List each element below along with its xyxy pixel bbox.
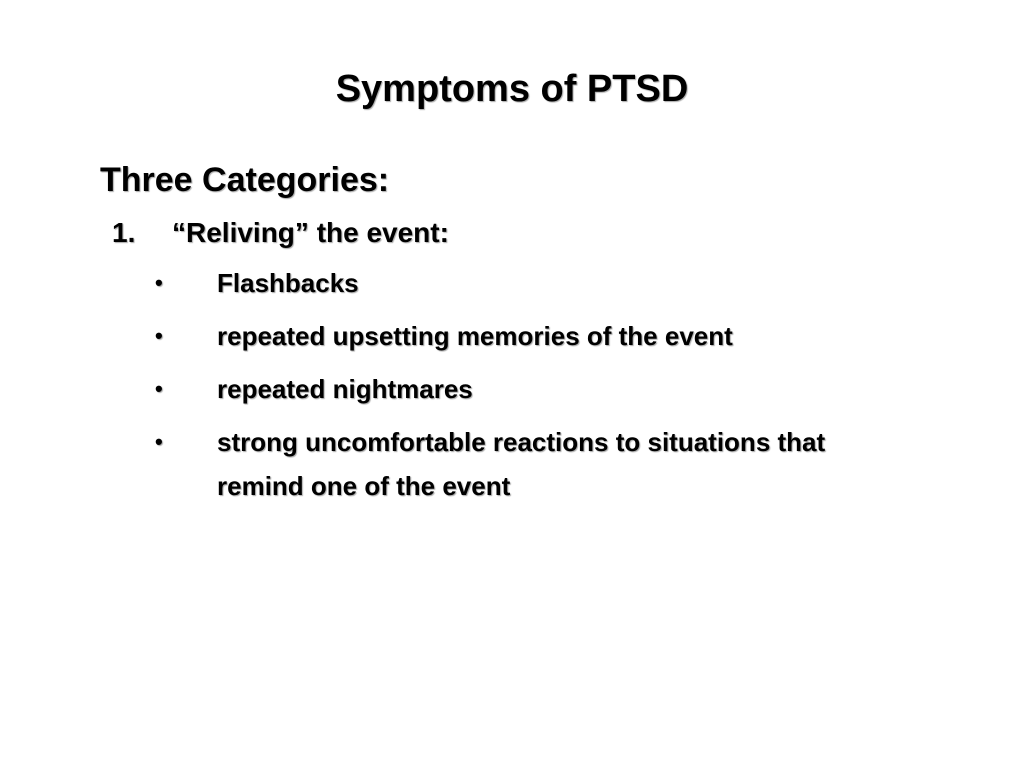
categories-heading: Three Categories:: [100, 161, 390, 199]
symptom-item: [155, 424, 930, 508]
symptom-text: repeated upsetting memories of the event: [217, 321, 733, 351]
symptom-item: [155, 371, 930, 407]
bullet-icon: •: [155, 323, 163, 348]
category-number: 1.: [112, 217, 136, 248]
symptom-text: Flashbacks: [217, 268, 359, 298]
symptom-item: [155, 318, 930, 354]
category-item: [112, 213, 930, 253]
bullet-icon: •: [155, 376, 163, 401]
category-label: “Reliving” the event:: [172, 217, 449, 248]
bullet-icon: •: [155, 270, 163, 295]
symptom-text: strong uncomfortable reactions to situations that remind one of the event: [217, 427, 826, 501]
slide-title: Symptoms of PTSD: [335, 68, 689, 110]
symptom-list: [100, 265, 930, 508]
symptom-item: [155, 265, 930, 301]
bullet-icon: •: [155, 429, 163, 454]
slide-content: [100, 155, 930, 525]
symptom-text: repeated nightmares: [217, 374, 473, 404]
